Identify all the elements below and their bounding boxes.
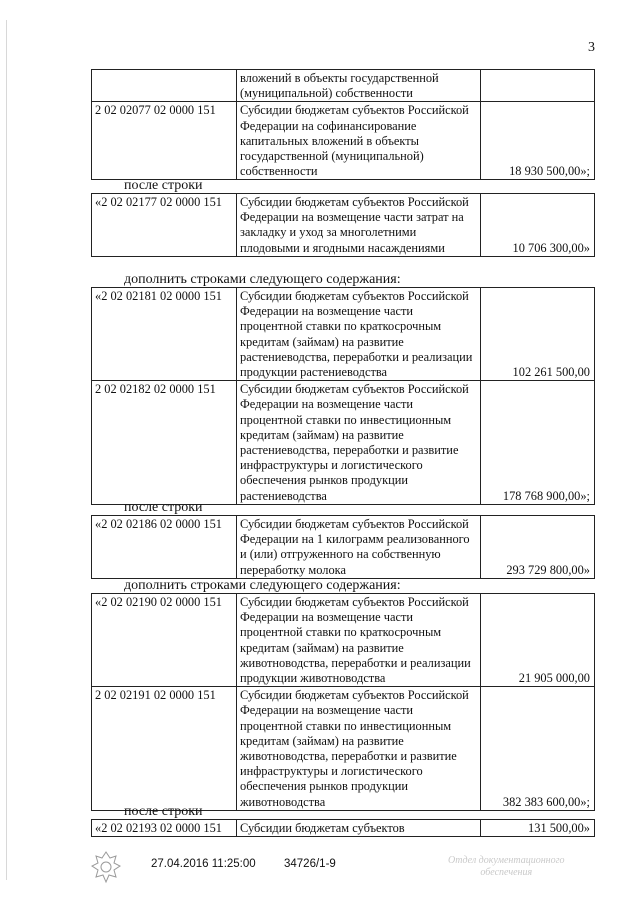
row-amount: 382 383 600,00»; [481, 687, 595, 811]
table-block-1 [91, 69, 595, 180]
note-after-row: после строки [124, 178, 203, 193]
row-amount [481, 70, 595, 102]
table-row [92, 687, 595, 811]
row-description: Субсидии бюджетам субъектов Российской Федерации на возмещение части процентной ставки по краткосрочным кредитам (займам) на развитие животноводства, переработки и реализации продукции животноводства [237, 594, 481, 687]
row-amount: 178 768 900,00»; [481, 381, 595, 505]
note-after-row: после строки [124, 804, 203, 819]
table-row [92, 288, 595, 381]
row-code: 2 02 02191 02 0000 151 [92, 687, 237, 811]
row-code: 2 02 02182 02 0000 151 [92, 381, 237, 505]
table-row [92, 820, 595, 837]
row-description: Субсидии бюджетам субъектов [237, 820, 481, 837]
row-amount: 21 905 000,00 [481, 594, 595, 687]
footer-stamp-line: Отдел документационного [448, 855, 565, 866]
row-amount: 10 706 300,00» [481, 194, 595, 257]
row-description: Субсидии бюджетам субъектов Российской Федерации на софинансирование капитальных вложений в объекты государственной (муниципальной) собственности [237, 102, 481, 180]
row-code: «2 02 02193 02 0000 151 [92, 820, 237, 837]
row-amount: 131 500,00» [481, 820, 595, 837]
row-description: Субсидии бюджетам субъектов Российской Федерации на возмещение части процентной ставки по краткосрочным кредитам (займам) на развитие растениеводства, переработки и реализации продукции растениеводства [237, 288, 481, 381]
note-after-row: после строки [124, 500, 203, 515]
note-add-rows: дополнить строками следующего содержания: [124, 272, 401, 287]
table-row [92, 381, 595, 505]
page-number: 3 [588, 40, 595, 55]
table-block-6 [91, 819, 595, 837]
row-amount: 18 930 500,00»; [481, 102, 595, 180]
row-amount: 102 261 500,00 [481, 288, 595, 381]
row-description: Субсидии бюджетам субъектов Российской Федерации на возмещение части процентной ставки по инвестиционным кредитам (займам) на развитие растениеводства, переработки и развитие инфраструктуры и логистического обеспечения рынков продукции растениеводства [237, 381, 481, 505]
row-amount: 293 729 800,00» [481, 516, 595, 579]
table-row [92, 516, 595, 579]
footer-datetime: 27.04.2016 11:25:00 [151, 858, 256, 870]
scan-edge-line [6, 20, 7, 880]
table-row [92, 594, 595, 687]
table-row [92, 70, 595, 102]
table-block-5 [91, 593, 595, 811]
footer-document-id: 34726/1-9 [284, 858, 336, 870]
row-code: «2 02 02181 02 0000 151 [92, 288, 237, 381]
row-code: «2 02 02177 02 0000 151 [92, 194, 237, 257]
row-description: Субсидии бюджетам субъектов Российской Федерации на 1 килограмм реализованного и (или) отгруженного на собственную переработку молока [237, 516, 481, 579]
emblem-stamp-icon [88, 850, 124, 884]
table-block-3 [91, 287, 595, 505]
row-description: Субсидии бюджетам субъектов Российской Федерации на возмещение части процентной ставки по инвестиционным кредитам (займам) на развитие животноводства, переработки и развитие инфраструктуры и логистического обеспечения рынков продукции животноводства [237, 687, 481, 811]
table-row [92, 194, 595, 257]
row-description: Субсидии бюджетам субъектов Российской Федерации на возмещение части затрат на закладку и уход за многолетними плодовыми и ягодными насаждениями [237, 194, 481, 257]
note-add-rows: дополнить строками следующего содержания: [124, 578, 401, 593]
table-row [92, 102, 595, 180]
row-code: «2 02 02186 02 0000 151 [92, 516, 237, 579]
row-code [92, 70, 237, 102]
table-block-2 [91, 193, 595, 257]
footer-department-stamp [448, 855, 565, 879]
table-block-4 [91, 515, 595, 579]
row-code: 2 02 02077 02 0000 151 [92, 102, 237, 180]
footer-stamp-line: обеспечения [480, 867, 533, 878]
row-description: вложений в объекты государственной (муниципальной) собственности [237, 70, 481, 102]
row-code: «2 02 02190 02 0000 151 [92, 594, 237, 687]
